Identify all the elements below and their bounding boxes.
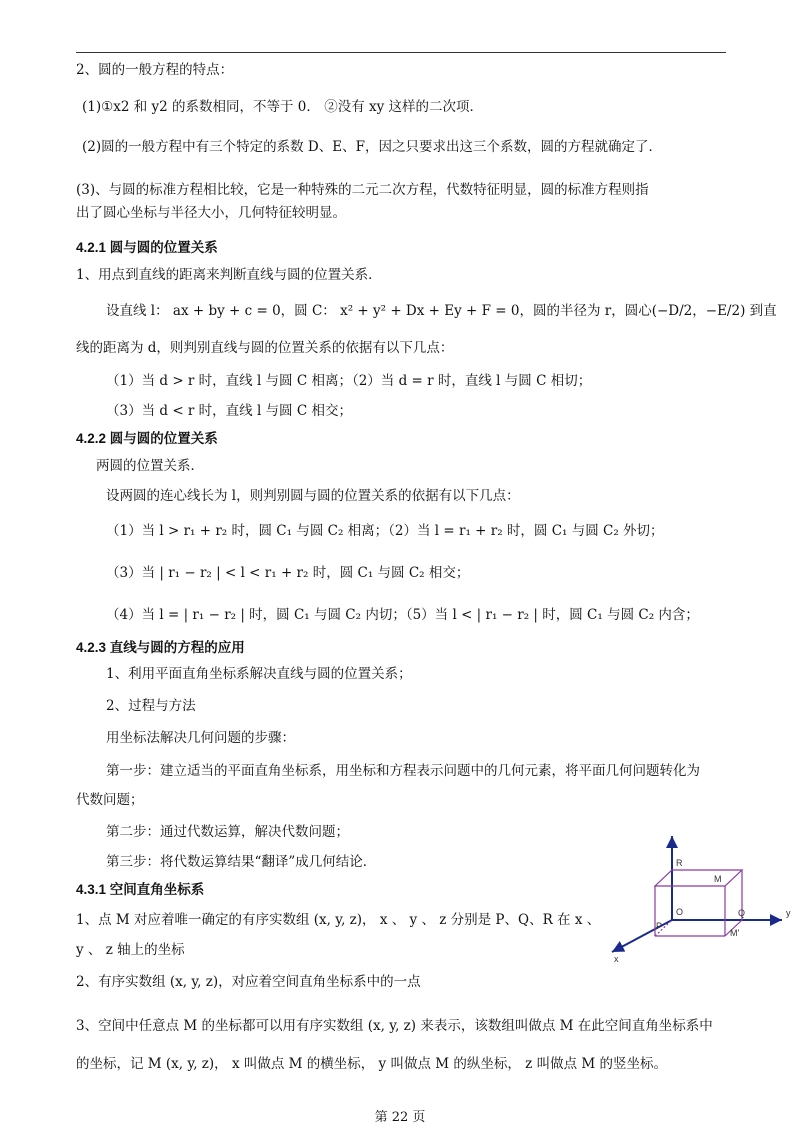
text-line: 代数问题； [76,792,144,808]
text-line: 用坐标法解决几何问题的步骤： [106,730,295,746]
text-line: 的坐标，记 M (x, y, z)， x 叫做点 M 的横坐标， y 叫做点 M 的纵坐标， z 叫做点 M 的竖坐标。 [76,1056,667,1072]
box-edges [655,870,742,936]
text-line: y 、 z 轴上的坐标 [76,942,185,958]
text-line: 设直线 l： ax + by + c = 0，圆 C： x² + y² + Dx + Ey + F = 0，圆的半径为 r，圆心(−D/2，−E/2) 到直 [106,303,777,319]
section-heading: 4.3.1 空间直角坐标系 [76,882,205,897]
text-line: 设两圆的连心线长为 l，则判别圆与圆的位置关系的依据有以下几点： [106,488,520,504]
text-line: （3）当 | r₁ − r₂ | < l < r₁ + r₂ 时，圆 C₁ 与圆 C₂ 相交； [106,565,470,581]
label-y: y [786,908,791,918]
text-line: （4）当 l = | r₁ − r₂ | 时，圆 C₁ 与圆 C₂ 内切；（5）当 l < | r₁ − r₂ | 时，圆 C₁ 与圆 C₂ 内含； [106,607,699,623]
text-line: （3）当 d < r 时，直线 l 与圆 C 相交； [106,403,352,419]
coordinate-diagram [590,830,800,965]
text-line: 两圆的位置关系． [96,458,204,474]
text-line: (2)圆的一般方程中有三个特定的系数 D、E、F，因之只要求出这三个系数，圆的方程就确定了． [82,139,662,155]
header-rule [76,52,726,53]
text-line: （1）当 l > r₁ + r₂ 时，圆 C₁ 与圆 C₂ 相离；（2）当 l = r₁ + r₂ 时，圆 C₁ 与圆 C₂ 外切； [106,523,664,539]
text-line: 线的距离为 d，则判别直线与圆的位置关系的依据有以下几点： [76,340,454,356]
section-heading: 4.2.1 圆与圆的位置关系 [76,240,218,255]
label-M: M [714,874,722,884]
text-line: 2、圆的一般方程的特点： [76,62,234,78]
page-number: 第 22 页 [374,1110,426,1125]
text-line: 2、过程与方法 [106,698,196,714]
text-line: 第一步：建立适当的平面直角坐标系，用坐标和方程表示问题中的几何元素，将平面几何问题转化为 [106,763,700,779]
label-P: P [656,921,663,931]
text-line: 第三步：将代数运算结果“翻译”成几何结论． [106,854,377,870]
label-R: R [676,858,683,868]
label-x: x [614,954,619,964]
text-line: 出了圆心坐标与半径大小，几何特征较明显。 [76,205,346,221]
text-line: 3、空间中任意点 M 的坐标都可以用有序实数组 (x, y, z) 来表示，该数组叫做点 M 在此空间直角坐标系中 [76,1018,713,1034]
label-Q: Q [738,908,746,918]
text-line: 1、利用平面直角坐标系解决直线与圆的位置关系； [106,666,412,682]
section-heading: 4.2.2 圆与圆的位置关系 [76,431,218,446]
label-M-prime: M' [730,928,740,938]
section-heading: 4.2.3 直线与圆的方程的应用 [76,640,245,655]
text-line: 1、用点到直线的距离来判断直线与圆的位置关系． [76,267,382,283]
text-line: (3)、与圆的标准方程相比较，它是一种特殊的二元二次方程，代数特征明显，圆的标准方程则指 [76,182,649,198]
text-line: （1）当 d > r 时，直线 l 与圆 C 相离；（2）当 d = r 时，直线 l 与圆 C 相切； [106,373,592,389]
text-line: 2、有序实数组 (x, y, z)，对应着空间直角坐标系中的一点 [76,974,421,990]
text-line: 1、点 M 对应着唯一确定的有序实数组 (x, y, z)， x 、 y 、 z 分别是 P、Q、R 在 x 、 [76,912,601,928]
text-line: 第二步：通过代数运算，解决代数问题； [106,824,349,840]
text-line: (1)①x2 和 y2 的系数相同，不等于 0． ②没有 xy 这样的二次项． [82,99,484,115]
label-O: O [676,907,684,917]
